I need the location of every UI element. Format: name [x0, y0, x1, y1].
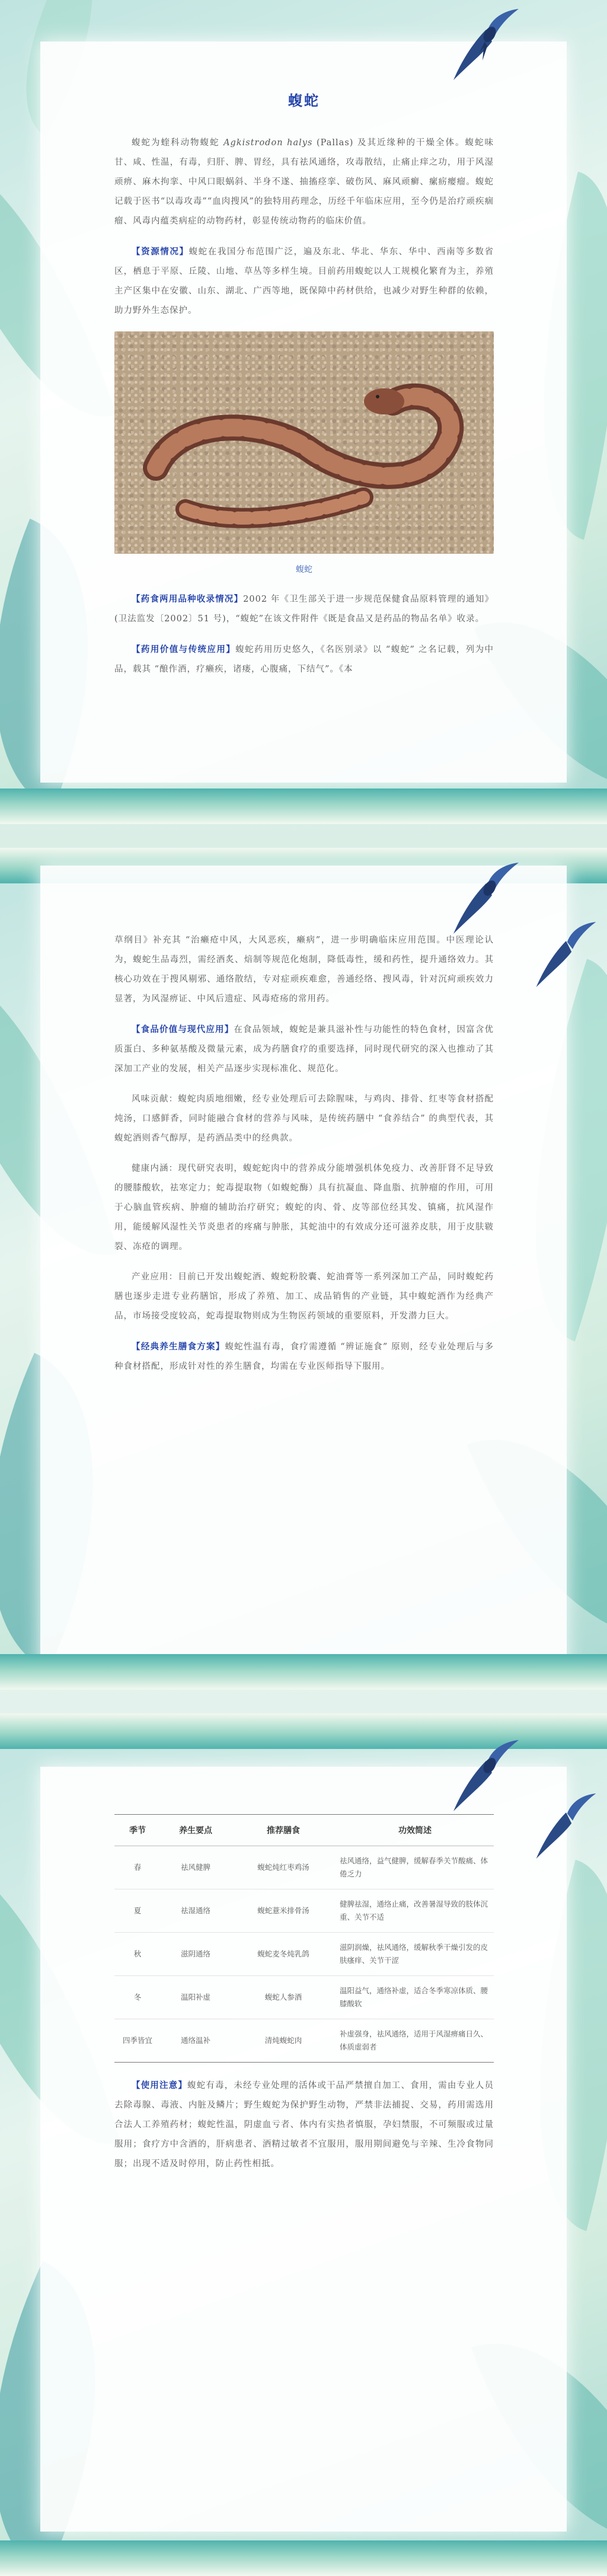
- food-paragraph: [114, 1020, 494, 1079]
- table-cell: 蝮蛇麦冬炖乳鸽: [231, 1933, 336, 1976]
- table-header: 养生要点: [161, 1815, 231, 1846]
- table-row: [114, 2019, 494, 2063]
- table-cell: 清炖蝮蛇肉: [231, 2019, 336, 2063]
- table-cell: 温阳益气，通络补虚，适合冬季寒凉体质、腰膝酸软: [336, 1976, 494, 2019]
- catalog-paragraph: [114, 589, 494, 629]
- table-cell: 滋阴通络: [161, 1933, 231, 1976]
- swallow-icon: [451, 860, 522, 937]
- page-panel-3: [0, 1713, 607, 2576]
- section-text: 2002 年《卫生部关于进一步规范保健食品原料管理的通知》(卫法监发〔2002〕51 号)，“蝮蛇”在该文件附件《既是食品又是药品的物品名单》收录。: [114, 595, 494, 624]
- swallow-icon: [533, 919, 599, 990]
- table-cell: 祛风健脾: [161, 1846, 231, 1889]
- table-cell: 夏: [114, 1889, 161, 1933]
- table-cell: 四季皆宜: [114, 2019, 161, 2063]
- table-cell: 通络温补: [161, 2019, 231, 2063]
- table-cell: 补虚强身，祛风通络，适用于风湿痹痛日久、体质虚弱者: [336, 2019, 494, 2063]
- page-title: 蝮蛇: [288, 92, 320, 109]
- table-cell: 冬: [114, 1976, 161, 2019]
- flavor-paragraph: 风味贡献：蝮蛇肉质地细嫩，经专业处理后可去除腥味，与鸡肉、排骨、红枣等食材搭配炖汤，口感鲜香，同时能融合食材的营养与风味，是传统药膳中 “食养结合” 的典型代表，其蝮蛇酒则香气醇厚，是药酒品类中的经典款。: [114, 1094, 494, 1143]
- table-header: 季节: [114, 1815, 161, 1846]
- table-cell: 春: [114, 1846, 161, 1889]
- intro-text: 蝮蛇为蝰科动物蝮蛇: [132, 138, 224, 148]
- section-text: 在食品领域，蝮蛇是兼具滋补性与功能性的特色食材，因富含优质蛋白、多种氨基酸及微量元素，成为药膳食疗的重要选择，同时现代研究的深入也推动了其深加工产业的发展，相关产品逐步实现标准化、规范化。: [114, 1025, 494, 1074]
- caution-paragraph: [114, 2076, 494, 2174]
- snake-illustration: [114, 331, 494, 554]
- table-cell: 滋阴润燥，祛风通络，缓解秋季干燥引发的皮肤瘙痒、关节干涩: [336, 1933, 494, 1976]
- table-cell: 蝮蛇薏米排骨汤: [231, 1889, 336, 1933]
- content-card: [40, 866, 567, 1672]
- table-cell: 蝮蛇炖红枣鸡汤: [231, 1846, 336, 1889]
- diet-plan-paragraph: [114, 1337, 494, 1377]
- swallow-icon: [451, 1737, 522, 1814]
- section-label: 【药食两用品种收录情况】: [132, 594, 244, 604]
- section-label: 【使用注意】: [132, 2080, 188, 2090]
- table-row: [114, 1846, 494, 1889]
- table-row: [114, 1889, 494, 1933]
- section-text: 蝮蛇有毒，未经专业处理的活体或干品严禁擅自加工、食用，需由专业人员去除毒腺、毒液、内脏及鳞片；野生蝮蛇为保护野生动物，严禁非法捕捉、交易，药用需选用合法人工养殖药材；蝮蛇性温，阴虚血亏者、体内有实热者慎服，孕妇禁服，不可频服或过量服用；食疗方中含酒的，肝病患者、酒精过敏者不宜服用，服用期间避免与辛辣、生冷食物同服；出现不适及时停用，防止药性相抵。: [114, 2081, 494, 2169]
- medicinal-continued: 草纲目》补充其 “治癞疮中风，大风恶疾，癞病”，进一步明确临床应用范围。中医理论认为，蝮蛇生品毒烈，需经酒炙、焙制等规范化炮制，降低毒性，缓和药性，提升通络效力。其核心功效在于搜风剔邪、通络散结，专对症顽疾难愈，善通经络、搜风毒，针对沉疴顽疾效力显著，为风湿痹证、中风后遗症、风毒疮疡的常用药。: [114, 936, 494, 1004]
- swallow-icon: [451, 6, 522, 83]
- table-cell: 秋: [114, 1933, 161, 1976]
- section-text: 蝮蛇性温有毒，食疗需遵循 “辨证施食” 原则，经专业处理后与多种食材搭配，形成针对性的养生膳食，均需在专业医师指导下服用。: [114, 1342, 494, 1371]
- page-panel-1: [0, 0, 607, 824]
- bottom-wave-band: [0, 2540, 607, 2576]
- section-label: 【药用价值与传统应用】: [132, 644, 236, 655]
- intro-text: (Pallas) 及其近缘种的干燥全体。蝮蛇味甘、咸、性温，有毒，归肝、脾、胃经，具有祛风通络，攻毒散结，止痛止痒之功，用于风湿顽痹、麻木拘挛、中风口眼蜗斜、半身不遂、抽搐痉挛、破伤风、麻风顽癣、瘰疬瘿瘤。蝮蛇记载于医书“以毒攻毒”“血肉搜风”的独特用药理念，历经千年临床应用，至今仍是治疗顽疾痼瘤、风毒内蕴类病症的动物药材，彰显传统动物药的临床价值。: [114, 138, 494, 226]
- section-text: 蝮蛇药用历史悠久，《名医别录》以 “蝮蛇” 之名记载，列为中品，载其 “酿作酒，疗癞疾，诸瘘，心腹痛，下结气”。《本: [114, 645, 494, 674]
- page-panel-2: [0, 848, 607, 1690]
- table-row: [114, 1933, 494, 1976]
- section-text: 蝮蛇在我国分布范围广泛，遍及东北、华北、华东、华中、西南等多数省区，栖息于平原、丘陵、山地、草丛等多样生境。目前药用蝮蛇以人工规模化繁育为主，养殖主产区集中在安徽、山东、湖北、广西等地，既保障中药材供给，也减少对野生种群的依赖，助力野外生态保护。: [114, 247, 494, 315]
- latin-name: Agkistrodon halys: [223, 138, 313, 148]
- table-header-row: [114, 1815, 494, 1846]
- swallow-icon: [533, 1790, 599, 1862]
- medicinal-paragraph: [114, 640, 494, 679]
- table-cell: 健脾祛湿，通络止痛，改善暑湿导致的肢体沉重、关节不适: [336, 1889, 494, 1933]
- table-cell: 祛风通络，益气健脾，缓解春季关节酸痛、体倦乏力: [336, 1846, 494, 1889]
- snake-photo: [114, 331, 494, 554]
- image-caption: 蝮蛇: [296, 565, 312, 574]
- content-card: [40, 1767, 567, 2532]
- table-header: 推荐膳食: [231, 1815, 336, 1846]
- bottom-wave-band: [0, 789, 607, 824]
- section-label: 【食品价值与现代应用】: [132, 1024, 234, 1035]
- section-label: 【经典养生膳食方案】: [132, 1342, 225, 1352]
- industry-paragraph: 产业应用：目前已开发出蝮蛇酒、蝮蛇粉胶囊、蛇油膏等一系列深加工产品，同时蝮蛇药膳也逐步走进专业药膳馆，形成了养殖、加工、成品销售的产业链，其中蝮蛇酒作为经典产品，市场接受度较高，蛇毒提取物则成为生物医药领域的重要原料，开发潜力巨大。: [114, 1272, 494, 1321]
- health-paragraph: 健康内涵：现代研究表明，蝮蛇蛇肉中的营养成分能增强机体免疫力、改善肝肾不足导致的腰膝酸软，祛寒定力；蛇毒提取物（如蝮蛇酶）具有抗凝血、降血脂、抗肿瘤的作用，可用于心脑血管疾病、肿瘤的辅助治疗研究；蝮蛇的肉、骨、皮等部位经其发、镇痛，抗风湿作用，能缓解风湿性关节炎患者的疼痛与肿胀，其蛇油中的有效成分还可滋养皮肤，用于皮肤皲裂、冻疮的调理。: [114, 1164, 494, 1252]
- table-cell: 蝮蛇人参酒: [231, 1976, 336, 2019]
- diet-table: [114, 1814, 494, 2063]
- table-cell: 温阳补虚: [161, 1976, 231, 2019]
- intro-paragraph: [114, 133, 494, 231]
- resource-paragraph: [114, 242, 494, 321]
- table-header: 功效简述: [336, 1815, 494, 1846]
- table-row: [114, 1976, 494, 2019]
- section-label: 【资源情况】: [132, 247, 189, 257]
- table-cell: 祛湿通络: [161, 1889, 231, 1933]
- bottom-wave-band: [0, 1654, 607, 1690]
- content-card: [40, 42, 567, 783]
